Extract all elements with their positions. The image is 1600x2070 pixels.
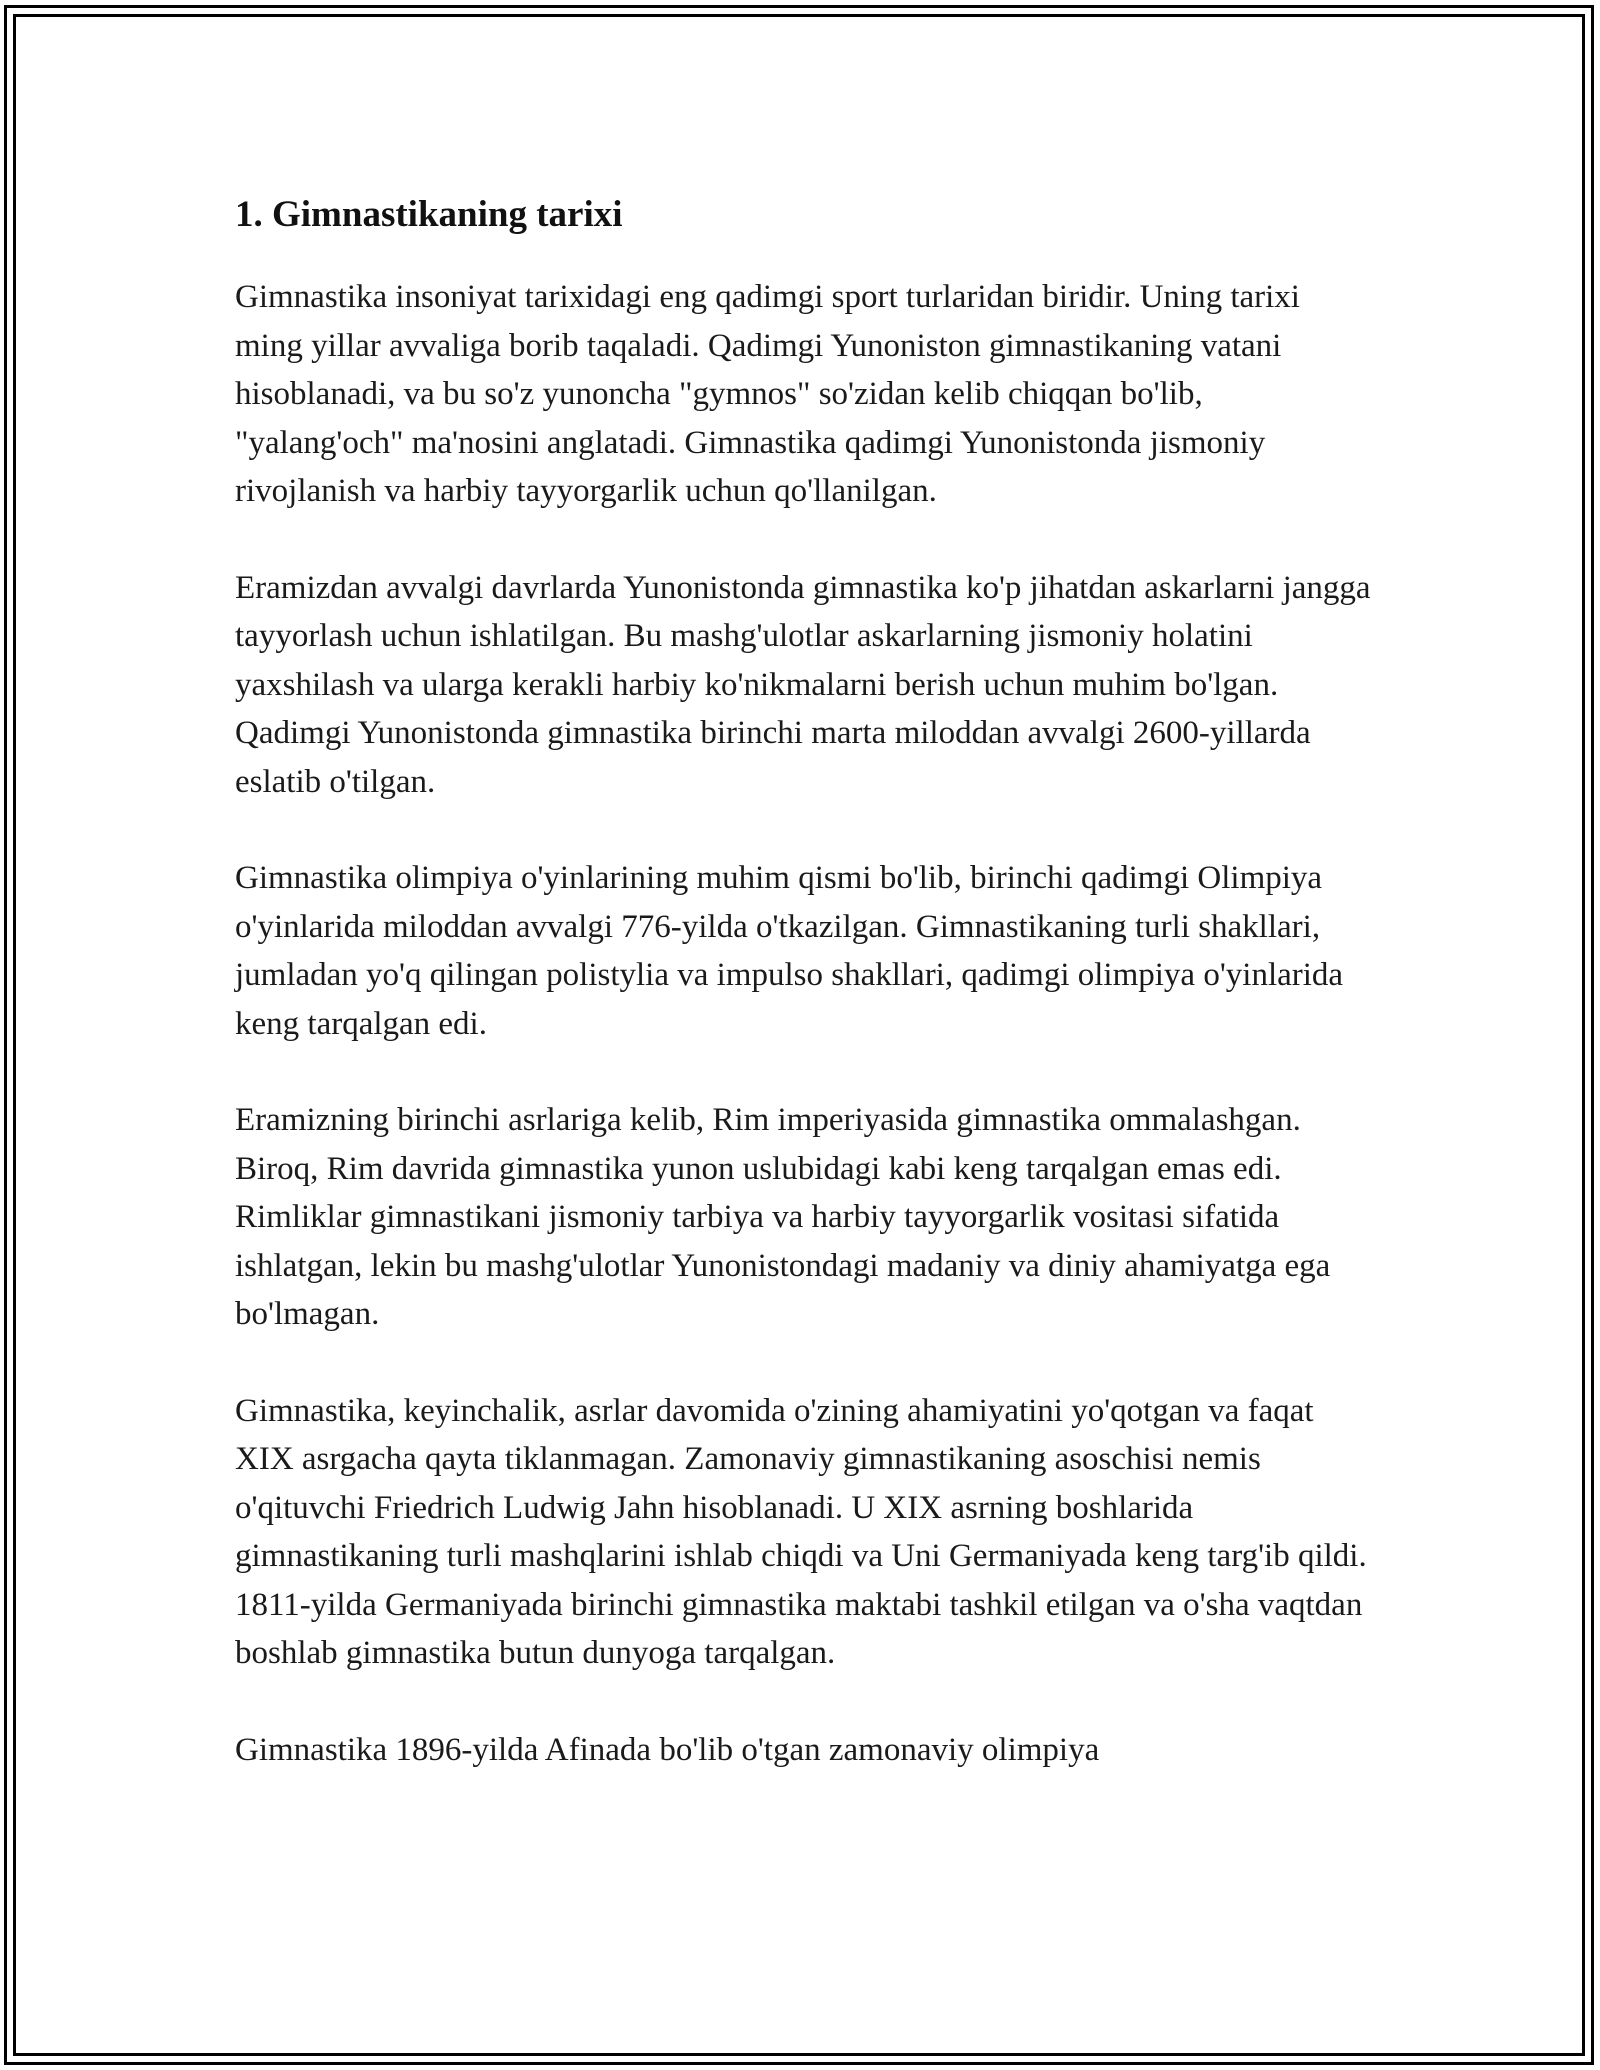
paragraph-6: Gimnastika 1896-yilda Afinada bo'lib o'tgan zamonaviy olimpiya: [235, 1731, 1100, 1768]
paragraph-1: Gimnastika insoniyat tarixidagi eng qadimgi sport turlaridan biridir. Uning tarixi ming yillar avvaliga borib taqaladi. Qadimgi Yunoniston gimnastikaning vatani hisoblanadi, va bu so'z yunoncha "gymnos" so'zidan kelib chiqqan bo'lib, "yalang'och" ma'nosini anglatadi. Gimnastika qadimgi Yunonistonda jismoniy rivojlanish va harbiy tayyorgarlik uchun qo'llanilgan.: [235, 279, 1300, 509]
paragraph-4: Eramizning birinchi asrlariga kelib, Rim imperiyasida gimnastika ommalashgan. Biroq, Rim davrida gimnastika yunon uslubidagi kabi keng tarqalgan emas edi. Rimliklar gimnastikani jismoniy tarbiya va harbiy tayyorgarlik vositasi sifatida ishlatgan, lekin bu mashg'ulotlar Yunonistondagi madaniy va diniy ahamiyatga ega bo'lmagan.: [235, 1102, 1331, 1332]
paragraph-2: Eramizdan avvalgi davrlarda Yunonistonda gimnastika ko'p jihatdan askarlarni jangga tayyorlash uchun ishlatilgan. Bu mashg'ulotlar askarlarning jismoniy holatini yaxshilash va ularga kerakli harbiy ko'nikmalarni berish uchun muhim bo'lgan. Qadimgi Yunonistonda gimnastika birinchi marta miloddan avvalgi 2600-yillarda eslatib o'tilgan.: [235, 569, 1371, 800]
paragraph-5: Gimnastika, keyinchalik, asrlar davomida o'zining ahamiyatini yo'qotgan va faqat XIX asrgacha qayta tiklanmagan. Zamonaviy gimnastikaning asoschisi nemis o'qituvchi Friedrich Ludwig Jahn hisoblanadi. U XIX asrning boshlarida gimnastikaning turli mashqlarini ishlab chiqdi va Uni Germaniyada keng targ'ib qildi. 1811-yilda Germaniyada birinchi gimnastika maktabi tashkil etilgan va o'sha vaqtdan boshlab gimnastika butun dunyoga tarqalgan.: [235, 1392, 1367, 1671]
document-body: [235, 185, 1375, 1822]
paragraph-3: Gimnastika olimpiya o'yinlarining muhim qismi bo'lib, birinchi qadimgi Olimpiya o'yinlarida miloddan avvalgi 776-yilda o'tkazilgan. Gimnastikaning turli shakllari, jumladan yo'q qilingan polistylia va impulso shakllari, qadimgi olimpiya o'yinlarida keng tarqalgan edi.: [235, 860, 1344, 1042]
section-heading: 1. Gimnastikaning tarixi: [235, 194, 623, 235]
